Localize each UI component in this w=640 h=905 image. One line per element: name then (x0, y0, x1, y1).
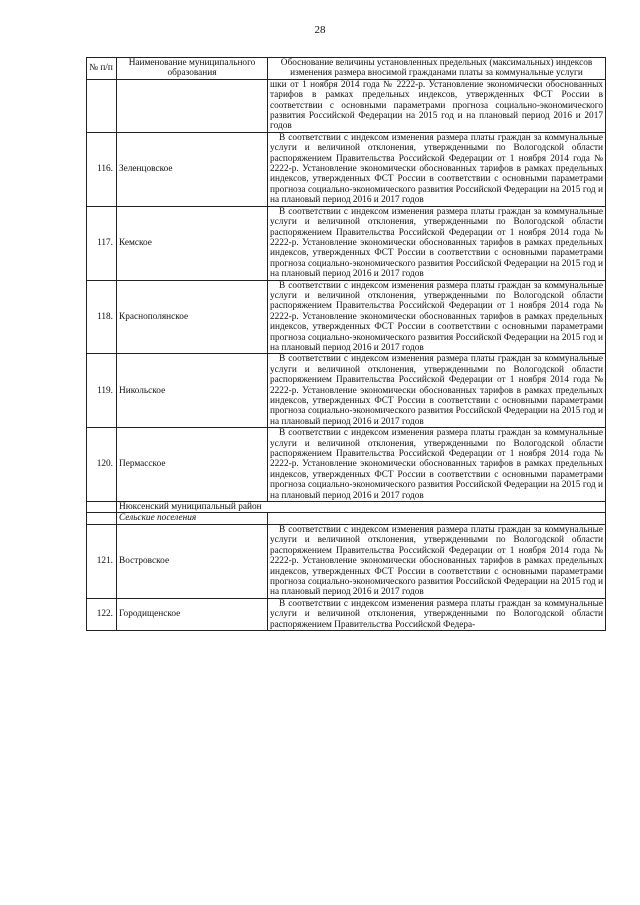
table-row (87, 428, 606, 502)
continuation-name-cell (117, 79, 268, 132)
row-number: 117. (87, 206, 117, 280)
row-number: 120. (87, 428, 117, 502)
settlement-type-row (87, 513, 606, 524)
municipality-name: Востровское (117, 524, 268, 598)
municipality-name: Городищенское (117, 598, 268, 630)
header-basis: Обоснование величины установленных предельных (максимальных) индексов изменения размера вносимой гражданами платы за коммунальные услуги (268, 58, 606, 80)
district-name: Нюксенский муниципальный район (117, 502, 606, 513)
table-row (87, 132, 606, 206)
basis-text: В соответствии с индексом изменения размера платы граждан за коммунальные услуги и величиной отклонения, утвержденными по Вологодской области распоряжением Правительства Российской Федерации от 1 ноября 2014 года № 2222-р. Установление экономически обоснованных тарифов в рамках предельных индексов, утвержденных ФСТ России в соответствии с основными параметрами прогноза социально-экономического развития Российской Федерации на 2015 год и на плановый период 2016 и 2017 годов (268, 524, 606, 598)
row-number: 116. (87, 132, 117, 206)
basis-text: В соответствии с индексом изменения размера платы граждан за коммунальные услуги и величиной отклонения, утвержденными по Вологодской области распоряжением Правительства Российской Федерации от 1 ноября 2014 года № 2222-р. Установление экономически обоснованных тарифов в рамках предельных индексов, утвержденных ФСТ России в соответствии с основными параметрами прогноза социально-экономического развития Российской Федерации на 2015 год и на плановый период 2016 и 2017 годов (268, 280, 606, 354)
row-number: 121. (87, 524, 117, 598)
table-header (87, 58, 606, 80)
settlement-num-cell (87, 513, 117, 524)
continuation-row (87, 79, 606, 132)
district-row (87, 502, 606, 513)
district-num-cell (87, 502, 117, 513)
table-body (87, 79, 606, 630)
basis-text: В соответствии с индексом изменения размера платы граждан за коммунальные услуги и величиной отклонения, утвержденными по Вологодской области распоряжением Правительства Российской Федерации от 1 ноября 2014 года № 2222-р. Установление экономически обоснованных тарифов в рамках предельных индексов, утвержденных ФСТ России в соответствии с основными параметрами прогноза социально-экономического развития Российской Федерации на 2015 год и на плановый период 2016 и 2017 годов (268, 354, 606, 428)
settlement-empty-cell (268, 513, 606, 524)
row-number: 119. (87, 354, 117, 428)
header-name: Наименование муниципального образования (117, 58, 268, 80)
basis-text: В соответствии с индексом изменения размера платы граждан за коммунальные услуги и величиной отклонения, утвержденными по Вологодской области распоряжением Правительства Российской Федерации от 1 ноября 2014 года № 2222-р. Установление экономически обоснованных тарифов в рамках предельных индексов, утвержденных ФСТ России в соответствии с основными параметрами прогноза социально-экономического развития Российской Федерации на 2015 год и на плановый период 2016 и 2017 годов (268, 428, 606, 502)
page-number: 28 (314, 24, 326, 36)
table-row (87, 354, 606, 428)
municipality-name: Зеленцовское (117, 132, 268, 206)
municipality-name: Пермасское (117, 428, 268, 502)
row-number: 118. (87, 280, 117, 354)
basis-text: В соответствии с индексом изменения размера платы граждан за коммунальные услуги и величиной отклонения, утвержденными по Вологодской области распоряжением Правительства Российской Федерации от 1 ноября 2014 года № 2222-р. Установление экономически обоснованных тарифов в рамках предельных индексов, утвержденных ФСТ России в соответствии с основными параметрами прогноза социально-экономического развития Российской Федерации на 2015 год и на плановый период 2016 и 2017 годов (268, 132, 606, 206)
table-row (87, 280, 606, 354)
tariff-index-table (86, 57, 606, 631)
settlement-type-label: Сельские поселения (117, 513, 268, 524)
header-row (87, 58, 606, 80)
municipality-name: Никольское (117, 354, 268, 428)
header-num: № п/п (87, 58, 117, 80)
continuation-text: шки от 1 ноября 2014 года № 2222-р. Установление экономически обоснованных тарифов в рамках предельных индексов, утвержденных ФСТ России в соответствии с основными параметрами прогноза социально-экономического развития Российской Федерации на 2015 год и на плановый период 2016 и 2017 годов (268, 79, 606, 132)
table-row (87, 598, 606, 630)
municipality-name: Краснополянское (117, 280, 268, 354)
row-number: 122. (87, 598, 117, 630)
table-row (87, 206, 606, 280)
basis-text: В соответствии с индексом изменения размера платы граждан за коммунальные услуги и величиной отклонения, утвержденными по Вологодской области распоряжением Правительства Российской Федера- (268, 598, 606, 630)
continuation-num-cell (87, 79, 117, 132)
municipality-name: Кемское (117, 206, 268, 280)
basis-text: В соответствии с индексом изменения размера платы граждан за коммунальные услуги и величиной отклонения, утвержденными по Вологодской области распоряжением Правительства Российской Федерации от 1 ноября 2014 года № 2222-р. Установление экономически обоснованных тарифов в рамках предельных индексов, утвержденных ФСТ России в соответствии с основными параметрами прогноза социально-экономического развития Российской Федерации на 2015 год и на плановый период 2016 и 2017 годов (268, 206, 606, 280)
table-row (87, 524, 606, 598)
